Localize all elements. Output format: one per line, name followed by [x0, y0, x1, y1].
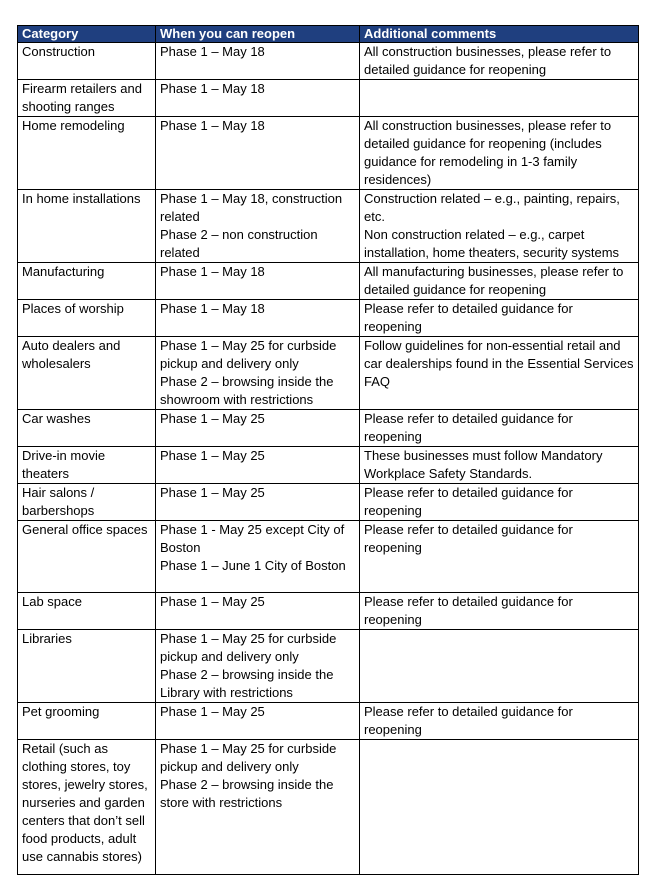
table-row — [18, 740, 639, 875]
table-row — [18, 117, 639, 190]
cell-text: Car washes — [22, 411, 91, 426]
comments-cell — [360, 43, 639, 80]
comments-cell — [360, 300, 639, 337]
when-cell — [156, 263, 360, 300]
category-cell — [18, 703, 156, 740]
comments-cell — [360, 337, 639, 410]
table-header-row — [18, 26, 639, 43]
cell-text: Phase 2 – non construction related — [160, 227, 318, 260]
cell-text: Places of worship — [22, 301, 124, 316]
cell-text: Libraries — [22, 631, 72, 646]
cell-text: Please refer to detailed guidance for reopening — [364, 522, 573, 555]
table-row — [18, 80, 639, 117]
when-cell — [156, 43, 360, 80]
category-cell — [18, 521, 156, 593]
table-row — [18, 521, 639, 593]
category-cell — [18, 263, 156, 300]
cell-text: Phase 1 – May 18 — [160, 301, 265, 316]
table-row — [18, 703, 639, 740]
category-cell — [18, 80, 156, 117]
category-cell — [18, 740, 156, 875]
cell-text: Construction — [22, 44, 95, 59]
cell-text: Lab space — [22, 594, 82, 609]
category-cell — [18, 190, 156, 263]
comments-cell — [360, 521, 639, 593]
cell-text: Phase 1 – May 18 — [160, 264, 265, 279]
when-cell — [156, 300, 360, 337]
table-row — [18, 263, 639, 300]
comments-cell — [360, 447, 639, 484]
category-cell — [18, 447, 156, 484]
when-cell — [156, 484, 360, 521]
table-row — [18, 484, 639, 521]
cell-text: Non construction related – e.g., carpet installation, home theaters, security systems — [364, 227, 620, 260]
cell-text: Hair salons / barbershops — [22, 485, 95, 518]
cell-text: Phase 1 – June 1 City of Boston — [160, 558, 346, 573]
comments-cell — [360, 484, 639, 521]
table-row — [18, 190, 639, 263]
cell-text: Phase 1 – May 25 for curbside pickup and delivery only — [160, 631, 337, 664]
cell-text: Phase 1 – May 18, construction related — [160, 191, 343, 224]
cell-text: Phase 1 – May 25 — [160, 448, 265, 463]
table-row — [18, 410, 639, 447]
cell-text: Follow guidelines for non-essential retail and car dealerships found in the Essential Services FAQ — [364, 338, 634, 389]
comments-cell — [360, 80, 639, 117]
comments-cell — [360, 410, 639, 447]
table-body — [18, 43, 639, 875]
cell-text: Please refer to detailed guidance for reopening — [364, 704, 573, 737]
category-cell — [18, 593, 156, 630]
cell-text: Phase 2 – browsing inside the Library with restrictions — [160, 667, 334, 700]
cell-text: Phase 1 - May 25 except City of Boston — [160, 522, 345, 555]
table-row — [18, 593, 639, 630]
cell-text: All construction businesses, please refer to detailed guidance for reopening (includes guidance for remodeling in 1-3 family residences) — [364, 118, 612, 187]
cell-text: Phase 1 – May 25 for curbside pickup and delivery only — [160, 741, 337, 774]
reopening-table — [17, 25, 639, 875]
cell-text: Phase 1 – May 18 — [160, 81, 265, 96]
category-cell — [18, 484, 156, 521]
cell-text: These businesses must follow Mandatory Workplace Safety Standards. — [364, 448, 603, 481]
category-cell — [18, 337, 156, 410]
comments-cell — [360, 740, 639, 875]
cell-text: Retail (such as clothing stores, toy stores, jewelry stores, nurseries and garden centers that don’t sell food products, adult use cannabis stores) — [22, 741, 148, 864]
cell-text: Please refer to detailed guidance for reopening — [364, 301, 573, 334]
cell-text: Please refer to detailed guidance for reopening — [364, 594, 573, 627]
comments-cell — [360, 703, 639, 740]
column-header-comments: Additional comments — [360, 26, 639, 43]
when-cell — [156, 630, 360, 703]
table-row — [18, 337, 639, 410]
comments-cell — [360, 593, 639, 630]
cell-text: Phase 1 – May 25 for curbside pickup and delivery only — [160, 338, 337, 371]
table-row — [18, 43, 639, 80]
when-cell — [156, 190, 360, 263]
cell-text: Phase 1 – May 18 — [160, 118, 265, 133]
cell-text: Phase 1 – May 25 — [160, 594, 265, 609]
column-header-when: When you can reopen — [156, 26, 360, 43]
category-cell — [18, 630, 156, 703]
when-cell — [156, 410, 360, 447]
comments-cell — [360, 117, 639, 190]
comments-cell — [360, 263, 639, 300]
when-cell — [156, 521, 360, 593]
column-header-category: Category — [18, 26, 156, 43]
cell-text: Auto dealers and wholesalers — [22, 338, 121, 371]
category-cell — [18, 410, 156, 447]
cell-text: All construction businesses, please refer to detailed guidance for reopening — [364, 44, 612, 77]
when-cell — [156, 80, 360, 117]
cell-text: Construction related – e.g., painting, repairs, etc. — [364, 191, 620, 224]
cell-text: Phase 2 – browsing inside the showroom with restrictions — [160, 374, 334, 407]
when-cell — [156, 703, 360, 740]
category-cell — [18, 117, 156, 190]
cell-text: General office spaces — [22, 522, 148, 537]
when-cell — [156, 740, 360, 875]
category-cell — [18, 43, 156, 80]
cell-text: Phase 1 – May 25 — [160, 485, 265, 500]
cell-text: Pet grooming — [22, 704, 100, 719]
cell-text: Phase 2 – browsing inside the store with restrictions — [160, 777, 334, 810]
when-cell — [156, 447, 360, 484]
when-cell — [156, 593, 360, 630]
cell-text: Phase 1 – May 25 — [160, 704, 265, 719]
cell-text: Phase 1 – May 25 — [160, 411, 265, 426]
cell-text: Home remodeling — [22, 118, 125, 133]
table-row — [18, 630, 639, 703]
comments-cell — [360, 630, 639, 703]
when-cell — [156, 117, 360, 190]
table-row — [18, 447, 639, 484]
cell-text: In home installations — [22, 191, 141, 206]
table-row — [18, 300, 639, 337]
cell-text: Drive-in movie theaters — [22, 448, 106, 481]
when-cell — [156, 337, 360, 410]
cell-text: Firearm retailers and shooting ranges — [22, 81, 142, 114]
cell-text: Phase 1 – May 18 — [160, 44, 265, 59]
cell-text: All manufacturing businesses, please refer to detailed guidance for reopening — [364, 264, 624, 297]
cell-text: Please refer to detailed guidance for reopening — [364, 411, 573, 444]
cell-text: Please refer to detailed guidance for reopening — [364, 485, 573, 518]
comments-cell — [360, 190, 639, 263]
category-cell — [18, 300, 156, 337]
cell-text: Manufacturing — [22, 264, 105, 279]
